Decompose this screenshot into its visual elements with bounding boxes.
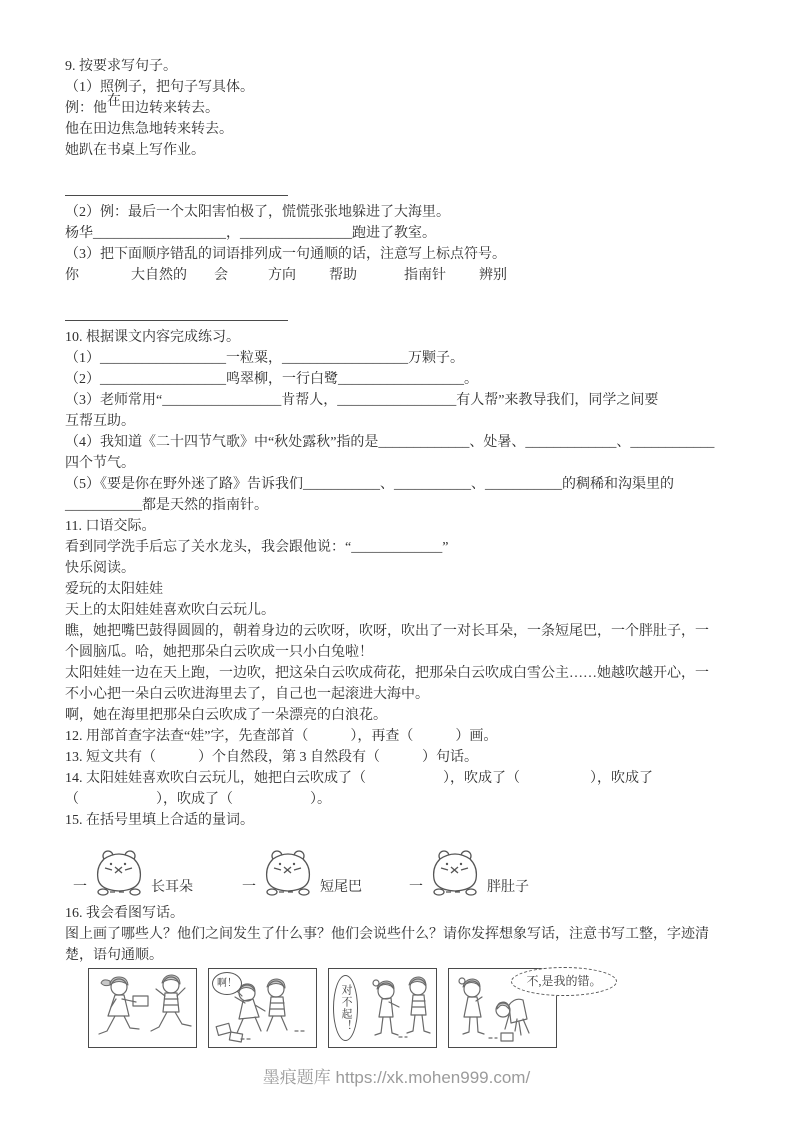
- word-2: 大自然的: [131, 268, 187, 283]
- q9-sub1: （1）照例子，把句子写具体。: [65, 80, 254, 95]
- q9-fill2: 杨华___________________，________________跑进了教室。: [65, 226, 436, 241]
- word-6: 指南针: [404, 268, 446, 283]
- q10-item-4b: 四个节气。: [65, 456, 135, 471]
- q14-line-2: （ ），吹成了（ ）。: [65, 792, 331, 807]
- measure-prefix-1: 一: [73, 880, 87, 895]
- q14-line-1: 14. 太阳娃娃喜欢吹白云玩儿，她把白云吹成了（ ），吹成了（ ），吹成了: [65, 771, 653, 786]
- q10-item-3: （3）老师常用“_________________肯帮人，_________________有人帮”来教导我们，同学之间要: [65, 393, 659, 408]
- q9-sub2: （2）例：最后一个太阳害怕极了，慌慌张张地躲进了大海里。: [65, 205, 450, 220]
- q15-item-2: [242, 847, 362, 897]
- footer-text: 墨痕题库 https://xk.mohen999.com/: [262, 1068, 531, 1087]
- example-superscript: 在: [107, 94, 121, 109]
- q9-title: 9. 按要求写句子。: [65, 59, 177, 74]
- speech-bubble-ah: 啊！: [212, 972, 242, 995]
- q10-title: 10. 根据课文内容完成练习。: [65, 330, 240, 345]
- footer: [0, 1063, 793, 1088]
- q15-items: [65, 835, 737, 897]
- comic-panel-2: [208, 968, 317, 1048]
- q10-item-5b: ___________都是天然的指南针。: [65, 498, 268, 513]
- answer-line-1: [65, 181, 288, 196]
- q9-sentence2: 她趴在书桌上写作业。: [65, 143, 205, 158]
- q10-item-1: （1）__________________一粒粟，__________________万颗子。: [65, 351, 464, 366]
- measure-prefix-3: 一: [409, 880, 423, 895]
- q15-item-3: [409, 847, 529, 897]
- q11-title: 11. 口语交际。: [65, 519, 156, 534]
- q16-prompt-2: 楚，语句通顺。: [65, 948, 163, 963]
- measure-prefix-2: 一: [242, 880, 256, 895]
- speech-bubble-my-fault: 不,是我的错。: [511, 967, 617, 996]
- word-7: 辨别: [479, 268, 507, 283]
- word-1: 你: [65, 268, 79, 283]
- worksheet-body: [65, 56, 737, 1048]
- q10-item-2: （2）__________________鸣翠柳，一行白鹭__________________。: [65, 372, 478, 387]
- q9-sub3: （3）把下面顺序错乱的词语排列成一句通顺的话，注意写上标点符号。: [65, 247, 506, 262]
- example-suffix: 田边转来转去。: [121, 101, 219, 116]
- passage-line-1: 天上的太阳娃娃喜欢吹白云玩儿。: [65, 603, 275, 618]
- q9-example-answer: 他在田边焦急地转来转去。: [65, 122, 233, 137]
- hamster-icon: [428, 847, 482, 897]
- word-5: 帮助: [329, 268, 357, 283]
- answer-line-2: [65, 306, 288, 321]
- passage-line-5: 不小心把一朵白云吹进海里去了，自己也一起滚进大海中。: [65, 687, 429, 702]
- q16-prompt-1: 图上画了哪些人？他们之间发生了什么事？他们会说些什么？请你发挥想象写话，注意书写工整，字迹清: [65, 927, 709, 942]
- comic-panel-4: [448, 968, 602, 1048]
- q10-item-4: （4）我知道《二十四节气歌》中“秋处露秋”指的是_____________、处暑、_____________、____________: [65, 435, 715, 450]
- q12-line: 12. 用部首查字法查“娃”字，先查部首（ ），再查（ ）画。: [65, 729, 498, 744]
- measure-label-3: 胖肚子: [487, 880, 529, 895]
- passage-line-3: 个圆脑瓜。哈，她把那朵白云吹成一只小白兔啦！: [65, 645, 373, 660]
- passage-line-4: 太阳娃娃一边在天上跑，一边吹，把这朵白云吹成荷花，把那朵白云吹成白雪公主……她越吹越开心，一: [65, 666, 709, 681]
- q9-example-line: [65, 94, 737, 119]
- q10-item-5: （5）《要是你在野外迷了路》告诉我们___________、___________、___________的稠稀和沟渠里的: [65, 477, 674, 492]
- comic-panel-3: [328, 968, 437, 1048]
- hamster-icon: [92, 847, 146, 897]
- q9-word-bank: [65, 265, 737, 286]
- panel1-drawing: [89, 969, 196, 1047]
- measure-label-1: 长耳朵: [151, 880, 193, 895]
- q11-line: 看到同学洗手后忘了关水龙头，我会跟他说：“_____________”: [65, 540, 449, 555]
- measure-label-2: 短尾巴: [320, 880, 362, 895]
- comic-panel-1: [88, 968, 197, 1048]
- example-prefix: 例：他: [65, 101, 107, 116]
- speech-bubble-sorry: 对不起！: [333, 975, 358, 1041]
- q10-item-3b: 互帮互助。: [65, 414, 135, 429]
- passage-line-6: 啊，她在海里把那朵白云吹成了一朵漂亮的白浪花。: [65, 708, 387, 723]
- q16-title: 16. 我会看图写话。: [65, 906, 184, 921]
- passage-title: 爱玩的太阳娃娃: [65, 582, 163, 597]
- q15-item-1: [73, 847, 193, 897]
- q16-comic-strip: [88, 968, 737, 1048]
- word-3: 会: [214, 268, 228, 283]
- passage-line-2: 瞧，她把嘴巴鼓得圆圆的，朝着身边的云吹呀，吹呀，吹出了一对长耳朵，一条短尾巴，一个胖肚子，一: [65, 624, 709, 639]
- reading-header: 快乐阅读。: [65, 561, 135, 576]
- hamster-icon: [261, 847, 315, 897]
- word-4: 方向: [268, 268, 296, 283]
- q13-line: 13. 短文共有（ ）个自然段，第 3 自然段有（ ）句话。: [65, 750, 478, 765]
- q15-title: 15. 在括号里填上合适的量词。: [65, 813, 254, 828]
